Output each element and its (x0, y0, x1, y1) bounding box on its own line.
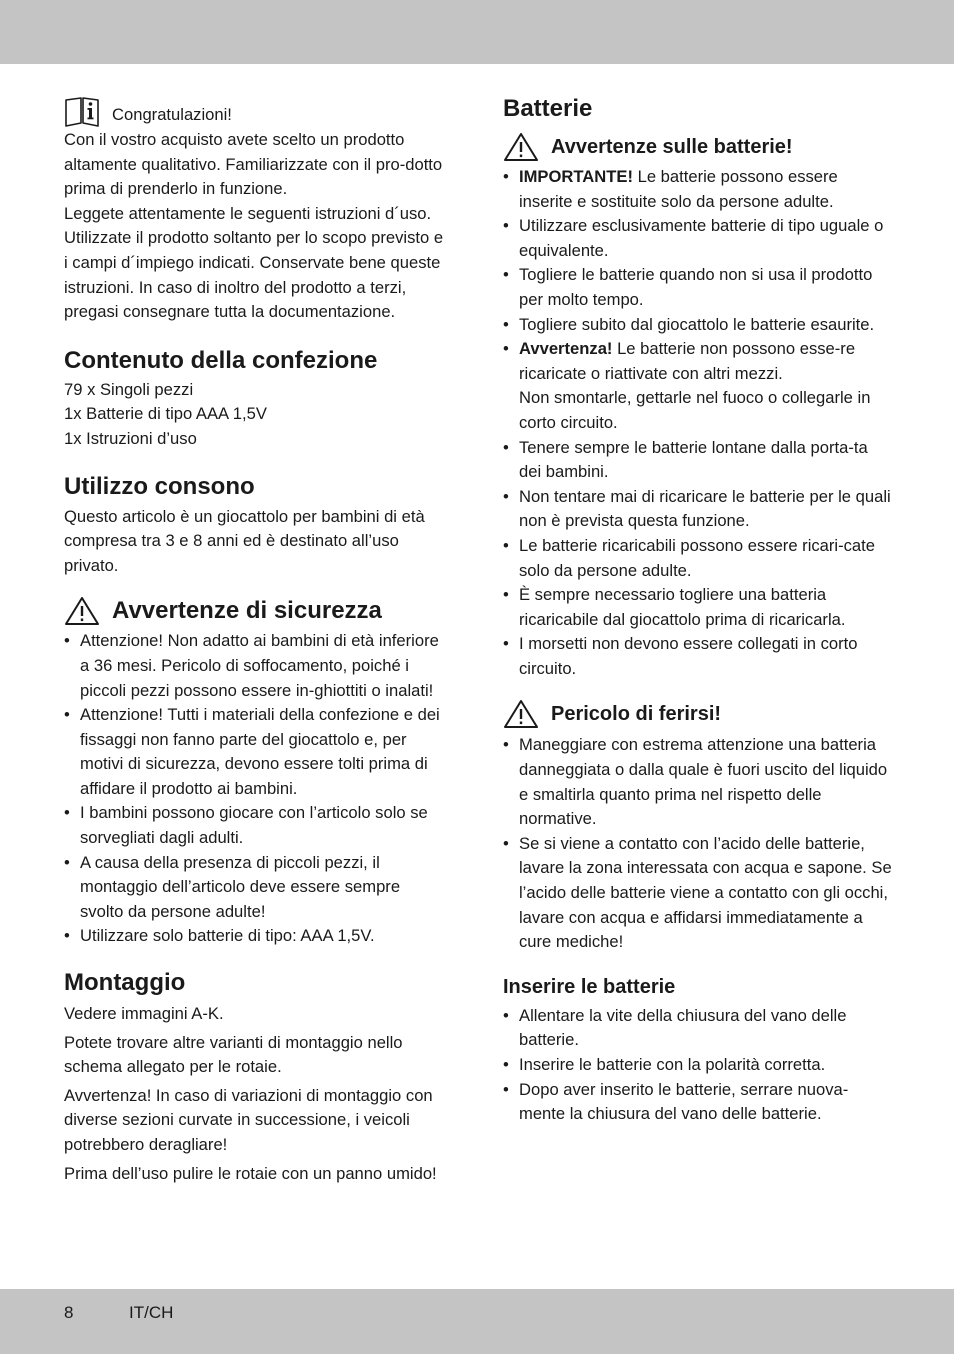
utilizzo-title: Utilizzo consono (64, 472, 255, 500)
contenuto-title: Contenuto della confezione (64, 346, 378, 374)
montaggio-paragraph: Vedere immagini A-K. (64, 1004, 224, 1024)
warning-triangle-icon (64, 596, 100, 626)
batterie-warning-heading (503, 132, 893, 162)
list-item: • Se si viene a contatto con l’acido delle batterie, lavare la zona interessata con acqua e sapone. Se l’acido delle batterie viene a contatto con gli occhi, lavare con acqua e affidarsi immediatamente a cure mediche! (503, 832, 893, 955)
list-item: • Utilizzare solo batterie di tipo: AAA 1,5V. (64, 924, 444, 949)
list-item (503, 485, 893, 534)
list-item-text: Togliere le batterie quando non si usa il prodotto per molto tempo. (519, 265, 873, 309)
contenuto-list (64, 378, 444, 452)
info-book-icon (64, 96, 100, 128)
list-item (503, 583, 893, 632)
sicurezza-list (64, 629, 444, 949)
intro-paragraph-2: Leggete attentamente le seguenti istruzioni d´uso. Utilizzate il prodotto soltanto per lo scopo previsto e i campi d´impiego indicati. Conservate bene queste istruzioni. In caso di inoltro del prodotto a terzi, pregasi consegnare tutta la documentazione. (64, 203, 444, 322)
page-number: 8 (64, 1303, 74, 1322)
ferirsi-list (503, 733, 893, 954)
sicurezza-heading (64, 596, 444, 626)
list-item (503, 436, 893, 485)
list-item-text: Le batterie possono essere inserite e sostituite solo da persone adulte. (519, 167, 838, 211)
intro-greeting: Congratulazioni! (112, 105, 232, 125)
montaggio-title: Montaggio (64, 969, 186, 997)
contenuto-item: 1x Batterie di tipo AAA 1,5V (64, 404, 267, 424)
batterie-list (503, 165, 893, 681)
list-item (503, 165, 893, 214)
list-item: • Maneggiare con estrema attenzione una batteria danneggiata o dalla quale è fuori uscito del liquido e smaltirla quanto prima nel rispetto delle normative. (503, 733, 893, 831)
intro-greeting-line (64, 96, 444, 128)
list-item: • Attenzione! Tutti i materiali della confezione e dei fissaggi non fanno parte del giocattolo e, per motivi di sicurezza, devono essere tolti prima di affidare il prodotto ai bambini. (64, 703, 444, 801)
montaggio-paragraph: Avvertenza! In caso di variazioni di montaggio con diverse sezioni curvate in successione, i veicoli potrebbero deragliare! (64, 1085, 433, 1154)
list-item-text: Non tentare mai di ricaricare le batterie per le quali non è prevista questa funzione. (519, 486, 891, 531)
batterie-warning-title: Avvertenze sulle batterie! (551, 136, 793, 158)
list-item-emphasis: IMPORTANTE! (519, 167, 633, 186)
warning-triangle-icon (503, 132, 539, 162)
list-item (503, 337, 893, 435)
list-item: • I bambini possono giocare con l’articolo solo se sorvegliati dagli adulti. (64, 801, 444, 850)
montaggio-paragraph: Prima dell’uso pulire le rotaie con un panno umido! (64, 1163, 437, 1183)
list-item-text: I morsetti non devono essere collegati in corto circuito. (519, 634, 858, 678)
list-item: • Allentare la vite della chiusura del vano delle batterie. (503, 1004, 893, 1053)
ferirsi-title: Pericolo di ferirsi! (551, 703, 722, 726)
list-item-text: Tenere sempre le batterie lontane dalla porta-ta dei bambini. (519, 437, 868, 482)
list-item (503, 632, 893, 681)
montaggio-paragraph: Potete trovare altre varianti di montaggio nello schema allegato per le rotaie. (64, 1032, 403, 1077)
list-item-text: Le batterie ricaricabili possono essere ricari-cate solo da persone adulte. (519, 535, 876, 580)
inserire-list (503, 1004, 893, 1127)
contenuto-item: 1x Istruzioni d’uso (64, 428, 197, 448)
list-item-text: Togliere subito dal giocattolo le batterie esaurite. (519, 314, 875, 334)
list-item-emphasis: Avvertenza! (519, 339, 613, 359)
contenuto-item: 79 x Singoli pezzi (64, 379, 194, 399)
warning-triangle-icon (503, 699, 539, 729)
list-item-text: È sempre necessario togliere una batteria ricaricabile dal giocattolo prima di ricaricarla. (519, 585, 846, 629)
list-item (503, 313, 893, 338)
intro-paragraph: Con il vostro acquisto avete scelto un prodotto altamente qualitativo. Familiarizzate con il pro-dotto prima di prenderlo in funzione. (64, 130, 443, 199)
list-item-text-extra: Non smontarle, gettarle nel fuoco o collegarle in corto circuito. (519, 388, 871, 432)
list-item (503, 263, 893, 312)
list-item (503, 534, 893, 583)
utilizzo-text: Questo articolo è un giocattolo per bambini di età compresa tra 3 e 8 anni ed è destinato all’uso privato. (64, 506, 425, 575)
list-item-text: Utilizzare esclusivamente batterie di tipo uguale o equivalente. (519, 216, 884, 260)
list-item: • Dopo aver inserito le batterie, serrare nuova-mente la chiusura del vano delle batterie. (503, 1078, 893, 1127)
list-item-text: Le batterie non possono esse-re ricaricate o riattivate con altri mezzi. (519, 339, 856, 383)
list-item: • Inserire le batterie con la polarità corretta. (503, 1053, 893, 1078)
inserire-title: Inserire le batterie (503, 975, 676, 998)
right-column (503, 0, 893, 1127)
page-language: IT/CH (129, 1303, 174, 1322)
list-item (503, 214, 893, 263)
batterie-title: Batterie (503, 95, 593, 122)
ferirsi-heading (503, 699, 893, 729)
list-item: • A causa della presenza di piccoli pezzi, il montaggio dell’articolo deve essere sempre svolto da persone adulte! (64, 851, 444, 925)
list-item: • Attenzione! Non adatto ai bambini di età inferiore a 36 mesi. Pericolo di soffocamento, poiché i piccoli pezzi possono essere in-ghiottiti o inalati! (64, 629, 444, 703)
left-column (64, 0, 444, 1186)
sicurezza-title: Avvertenze di sicurezza (112, 597, 382, 625)
